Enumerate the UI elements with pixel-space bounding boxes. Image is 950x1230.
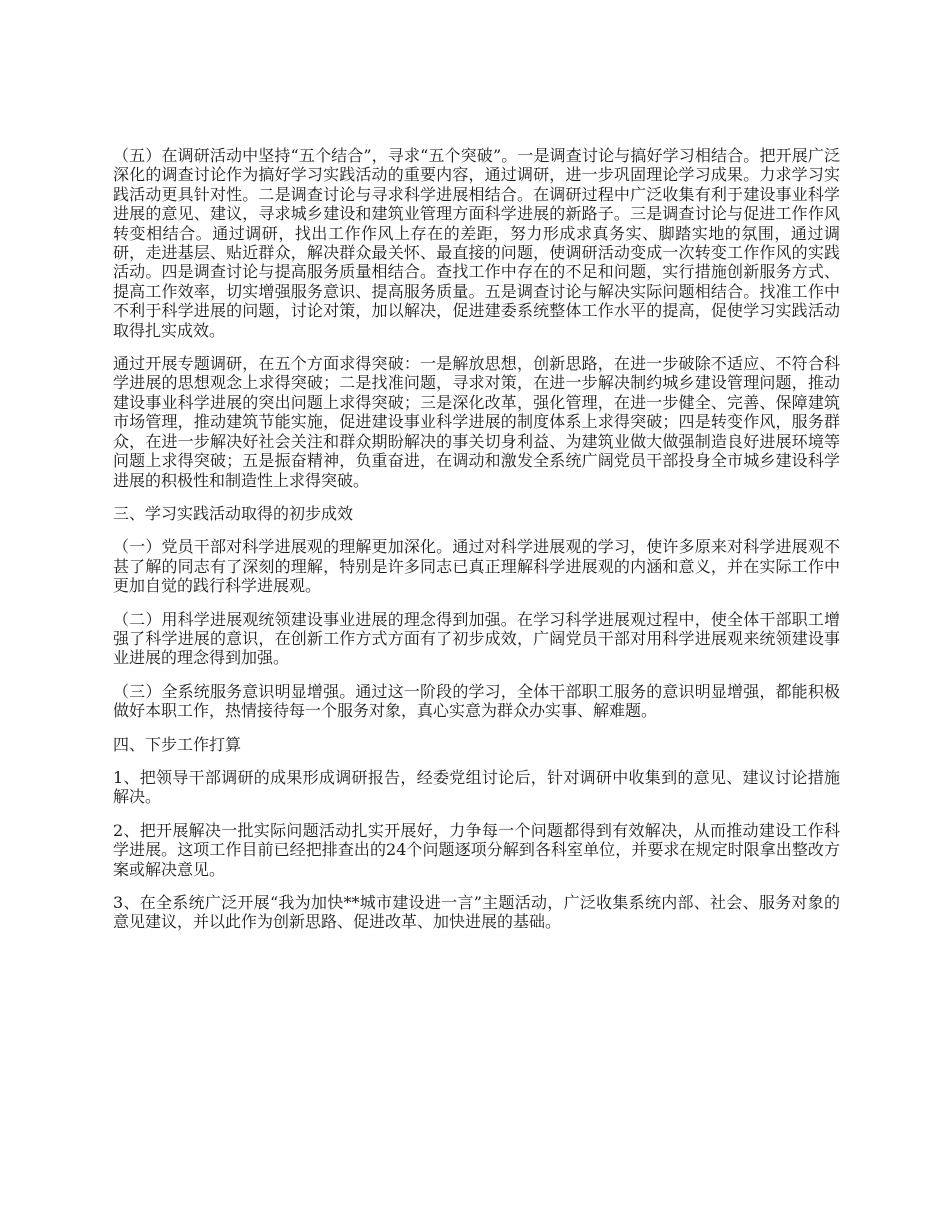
paragraph-plan-one: 1、把领导干部调研的成果形成调研报告，经委党组讨论后，针对调研中收集到的意见、建议讨论措施解决。 <box>113 767 840 807</box>
section-heading-initial-results: 三、学习实践活动取得的初步成效 <box>113 503 354 523</box>
paragraph-result-two: （二）用科学进展观统领建设事业进展的理念得到加强。在学习科学进展观过程中，使全体干部职工增强了科学进展的意识，在创新工作方式方面有了初步成效，广阔党员干部对用科学进展观来统领建设事业进展的理念得到加强。 <box>113 609 840 668</box>
paragraph-plan-three: 3、在全系统广泛开展“我为加快**城市建设进一言”主题活动，广泛收集系统内部、社会、服务对象的意见建议，并以此作为创新思路、促进改革、加快进展的基础。 <box>113 893 840 932</box>
paragraph-result-one: （一）党员干部对科学进展观的理解更加深化。通过对科学进展观的学习，使许多原来对科学进展观不甚了解的同志有了深刻的理解，特别是许多同志已真正理解科学进展观的内涵和意义，并在实际工作中更加自觉的践行科学进展观。 <box>113 537 840 596</box>
document-page <box>113 146 840 946</box>
paragraph-plan-two: 2、把开展解决一批实际问题活动扎实开展好，力争每一个问题都得到有效解决，从而推动建设工作科学进展。这项工作目前已经把排查出的24个问题逐项分解到各科室单位，并要求在规定时限拿出整改方案或解决意见。 <box>113 820 840 879</box>
section-heading-next-steps: 四、下步工作打算 <box>113 734 242 754</box>
paragraph-five-combinations: （五）在调研活动中坚持“五个结合”，寻求“五个突破”。一是调查讨论与搞好学习相结合。把开展广泛深化的调查讨论作为搞好学习实践活动的重要内容，通过调研，进一步巩固理论学习成果。力求学习实践活动更具针对性。二是调查讨论与寻求科学进展相结合。在调研过程中广泛收集有利于建设事业科学进展的意见、建议，寻求城乡建设和建筑业管理方面科学进展的新路子。三是调查讨论与促进工作作风转变相结合。通过调研，找出工作作风上存在的差距，努力形成求真务实、脚踏实地的氛围，通过调研，走进基层、贴近群众，解决群众最关怀、最直接的问题，使调研活动变成一次转变工作作风的实践活动。四是调查讨论与提高服务质量相结合。查找工作中存在的不足和问题，实行措施创新服务方式、提高工作效率，切实增强服务意识、提高服务质量。五是调查讨论与解决实际问题相结合。找准工作中不利于科学进展的问题，讨论对策，加以解决，促进建委系统整体工作水平的提高，促使学习实践活动取得扎实成效。 <box>113 146 840 340</box>
paragraph-five-breakthroughs: 通过开展专题调研，在五个方面求得突破：一是解放思想，创新思路，在进一步破除不适应、不符合科学进展的思想观念上求得突破；二是找准问题，寻求对策，在进一步解决制约城乡建设管理问题，推动建设事业科学进展的突出问题上求得突破；三是深化改革，强化管理，在进一步健全、完善、保障建筑市场管理，推动建筑节能实施，促进建设事业科学进展的制度体系上求得突破；四是转变作风，服务群众，在进一步解决好社会关注和群众期盼解决的事关切身利益、为建筑业做大做强制造良好进展环境等问题上求得突破；五是振奋精神，负重奋进，在调动和激发全系统广阔党员干部投身全市城乡建设科学进展的积极性和制造性上求得突破。 <box>113 354 840 490</box>
paragraph-result-three: （三）全系统服务意识明显增强。通过这一阶段的学习，全体干部职工服务的意识明显增强，都能积极做好本职工作，热情接待每一个服务对象，真心实意为群众办实事、解难题。 <box>113 681 840 721</box>
